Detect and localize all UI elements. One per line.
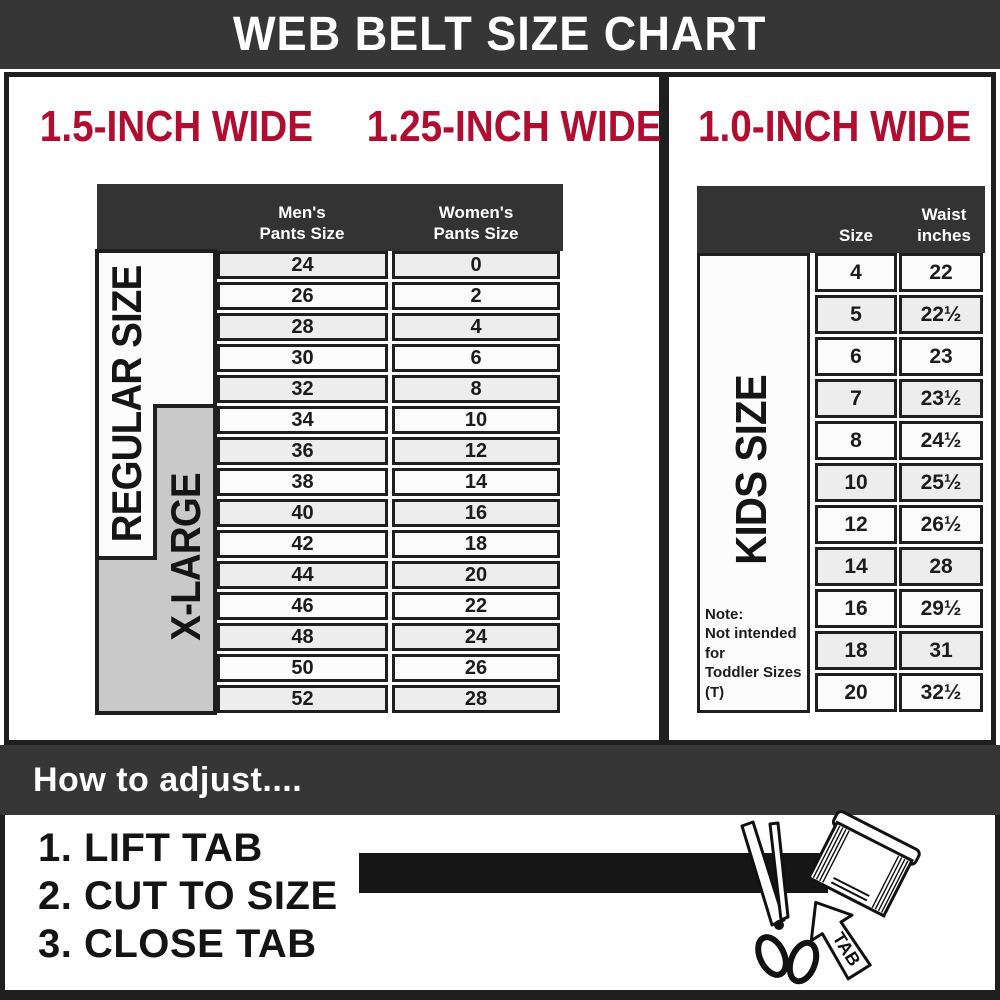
waist-inches-cell: 22½ [899,295,983,334]
womens-size-cell: 20 [392,561,560,589]
belt-adjust-illustration [700,790,1000,995]
toddler-note: Note: Not intended for Toddler Sizes (T) [705,605,802,701]
mens-size-cell: 42 [217,530,388,558]
width-label-1-0-inch: 1.0-INCH WIDE [698,102,972,151]
waist-inches-cell: 31 [899,631,983,670]
instruction-steps [38,824,338,968]
x-large-label: X-LARGE [162,473,209,641]
kids-size-cell: 18 [815,631,897,670]
waist-inches-cell: 22 [899,253,983,292]
womens-size-cell: 6 [392,344,560,372]
kids-size-cell: 12 [815,505,897,544]
kids-size-cell: 7 [815,379,897,418]
step-cut-to-size: 2. CUT TO SIZE [38,874,338,918]
width-label-1-25-inch: 1.25-INCH WIDE [366,102,662,151]
mens-size-cell: 30 [217,344,388,372]
tab-arrow-label: TAB [828,928,865,970]
mens-size-cell: 46 [217,592,388,620]
title-banner [0,0,1000,69]
waist-inches-cell: 23½ [899,379,983,418]
regular-size-label: REGULAR SIZE [103,265,150,543]
kids-size-cell: 10 [815,463,897,502]
kids-size-cell: 4 [815,253,897,292]
womens-size-cell: 28 [392,685,560,713]
womens-size-cell: 16 [392,499,560,527]
womens-size-cell: 12 [392,437,560,465]
waist-inches-cell: 23 [899,337,983,376]
kids-size-cell: 6 [815,337,897,376]
mens-pants-size-header: Men's Pants Size [259,202,345,243]
womens-pants-size-header: Women's Pants Size [433,202,519,243]
buckle-icon [805,810,921,918]
kids-size-column [815,253,897,712]
step-lift-tab: 1. LIFT TAB [38,826,263,870]
mens-size-cell: 24 [217,251,388,279]
womens-size-cell: 8 [392,375,560,403]
mens-size-cell: 50 [217,654,388,682]
width-label-1-5-inch: 1.5-INCH WIDE [39,102,314,151]
right-table-header [697,186,985,253]
waist-inches-column [899,253,983,712]
mens-size-cell: 28 [217,313,388,341]
womens-size-cell: 22 [392,592,560,620]
waist-inches-cell: 28 [899,547,983,586]
womens-size-cell: 2 [392,282,560,310]
womens-size-cell: 4 [392,313,560,341]
left-table-header [97,184,563,251]
kids-size-cell: 8 [815,421,897,460]
waist-inches-cell: 32½ [899,673,983,712]
mens-size-cell: 40 [217,499,388,527]
kids-size-cell: 5 [815,295,897,334]
kids-size-cell: 16 [815,589,897,628]
womens-size-cell: 10 [392,406,560,434]
womens-size-cell: 24 [392,623,560,651]
page-title: WEB BELT SIZE CHART [233,8,767,61]
kids-size-label: KIDS SIZE [727,375,776,565]
waist-inches-cell: 25½ [899,463,983,502]
waist-inches-cell: 29½ [899,589,983,628]
mens-size-cell: 34 [217,406,388,434]
waist-inches-header: Waist inches [917,204,971,245]
size-column-header: Size [838,225,874,245]
waist-inches-cell: 24½ [899,421,983,460]
waist-inches-cell: 26½ [899,505,983,544]
mens-size-cell: 36 [217,437,388,465]
womens-size-column [392,251,560,713]
mens-size-cell: 52 [217,685,388,713]
kids-size-cell: 14 [815,547,897,586]
how-to-adjust-title: How to adjust.... [33,760,303,799]
mens-size-cell: 26 [217,282,388,310]
womens-size-cell: 0 [392,251,560,279]
womens-size-cell: 14 [392,468,560,496]
mens-size-cell: 38 [217,468,388,496]
step-close-tab: 3. CLOSE TAB [38,922,317,966]
mens-size-cell: 48 [217,623,388,651]
kids-size-cell: 20 [815,673,897,712]
mens-size-cell: 32 [217,375,388,403]
scissors-icon [742,822,821,985]
mens-size-column [217,251,388,713]
womens-size-cell: 18 [392,530,560,558]
womens-size-cell: 26 [392,654,560,682]
mens-size-cell: 44 [217,561,388,589]
